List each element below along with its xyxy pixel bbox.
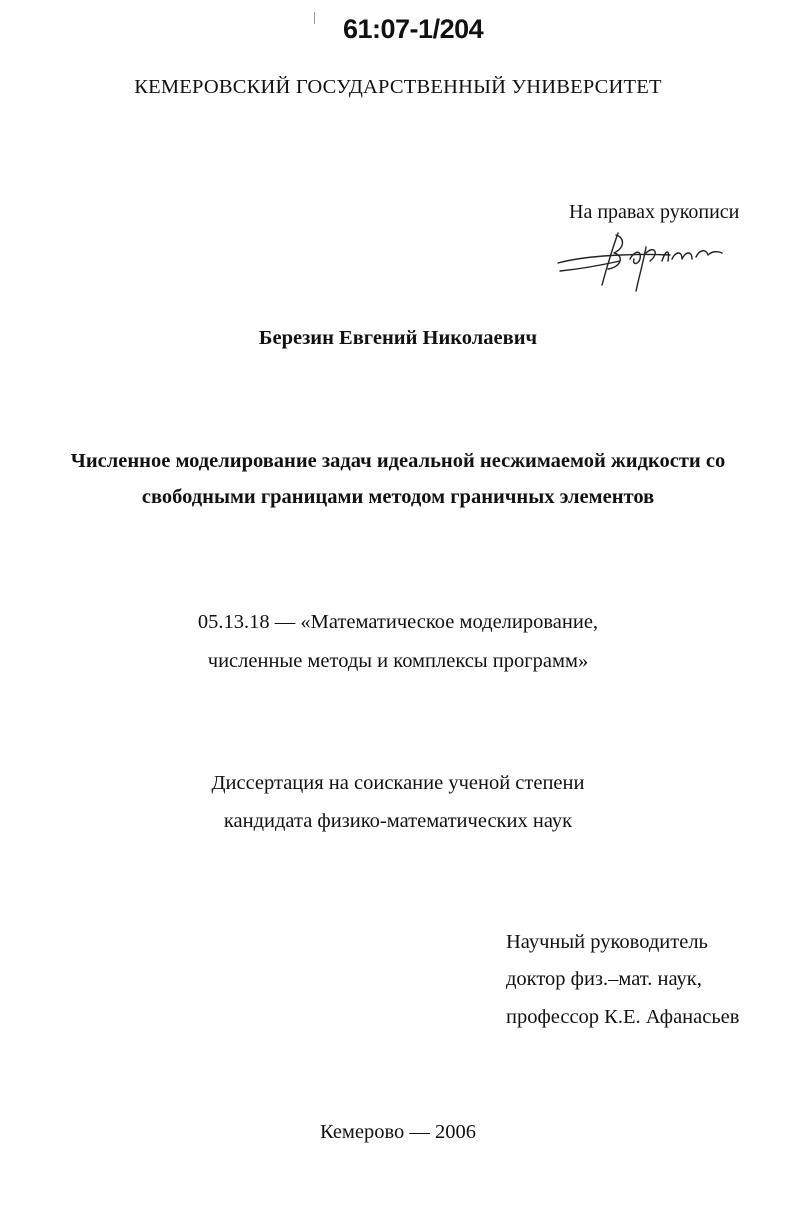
specialty-line-1: 05.13.18 — «Математическое моделирование, (197, 611, 599, 633)
archive-code: 61:07-1/204 (343, 14, 484, 44)
handwritten-signature (550, 225, 730, 295)
university-name: КЕМЕРОВСКИЙ ГОСУДАРСТВЕННЫЙ УНИВЕРСИТЕТ (134, 76, 662, 98)
manuscript-note: На правах рукописи (569, 201, 740, 223)
supervisor-label: Научный руководитель (506, 931, 708, 953)
thesis-title-line-2: свободными границами методом граничных элементов (141, 486, 655, 508)
city-year: Кемерово — 2006 (319, 1121, 477, 1143)
thesis-title-line-1: Численное моделирование задач идеальной несжимаемой жидкости со (70, 450, 726, 472)
scan-mark (314, 12, 315, 24)
degree-line-2: кандидата физико-математических наук (223, 810, 573, 832)
supervisor-name: профессор К.Е. Афанасьев (506, 1006, 740, 1028)
author-name: Березин Евгений Николаевич (258, 327, 538, 349)
degree-line-1: Диссертация на соискание ученой степени (211, 772, 585, 794)
supervisor-degree: доктор физ.–мат. наук, (506, 968, 702, 990)
specialty-line-2: численные методы и комплексы программ» (207, 650, 589, 672)
